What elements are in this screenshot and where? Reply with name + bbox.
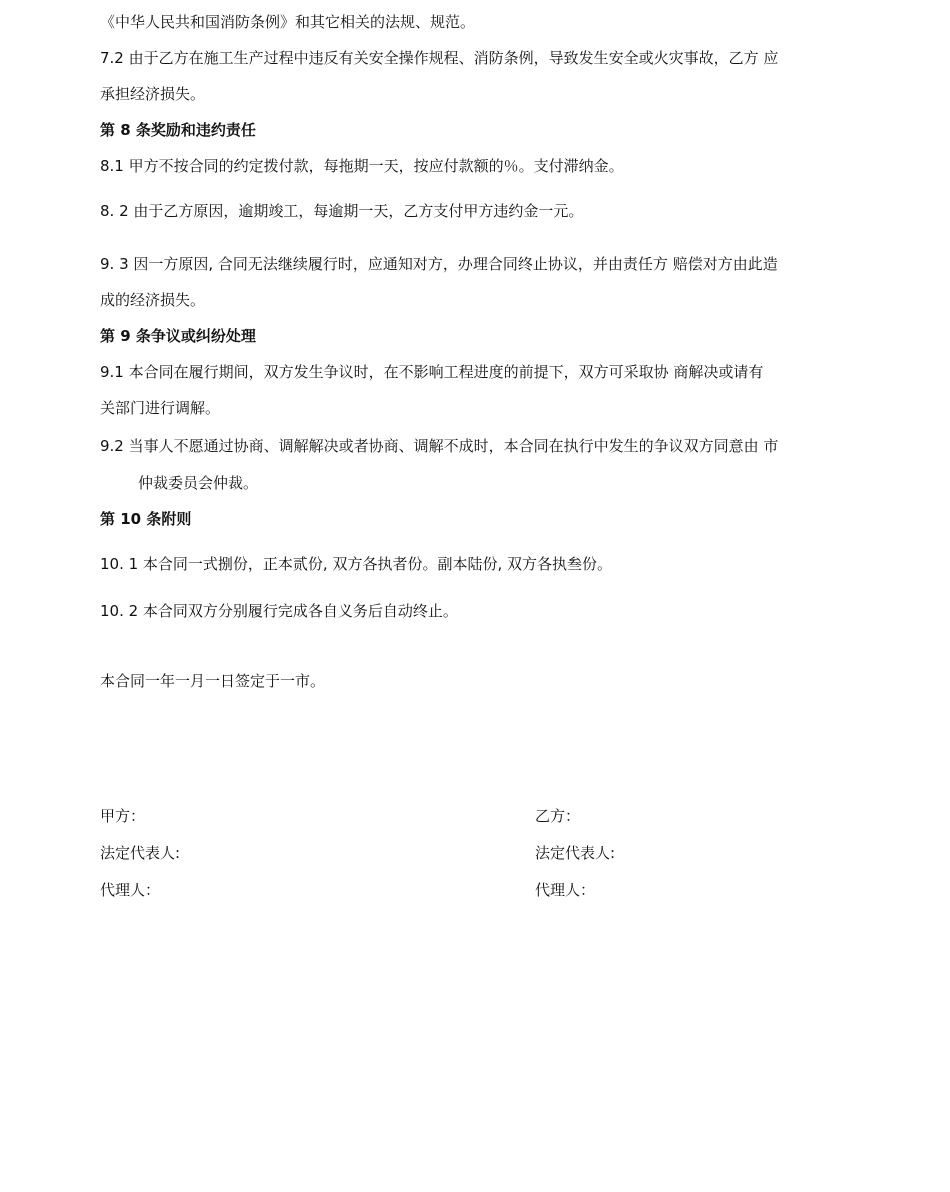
party-b-agent: 代理人： [535,881,596,899]
clause-9-2: 9.2 当事人不愿通过协商、调解解决或者协商、调解不成时，本合同在执行中发生的争议双方同意由 市 [100,437,779,455]
clause-8-2: 8. 2 由于乙方原因，逾期竣工，每逾期一天，乙方支付甲方违约金一元。 [100,202,584,220]
clause-9-1: 9.1 本合同在履行期间，双方发生争议时，在不影响工程进度的前提下，双方可采取协 商解决或请有 [100,363,764,381]
party-a-legal-rep: 法定代表人: [100,844,181,862]
party-b-label: 乙方： [535,807,581,825]
clause-7-2-continued: 承担经济损失。 [100,85,206,103]
signing-date-line: 本合同一年一月一日签定于一市。 [100,672,326,690]
article-9-heading: 第 9 条争议或纠纷处理 [100,327,256,345]
article-10-heading: 第 10 条附则 [100,510,192,528]
clause-10-1: 10. 1 本合同一式捌份，正本贰份, 双方各执者份。副本陆份, 双方各执叁份。 [100,555,613,573]
clause-9-2-continued: 仲裁委员会仲裁。 [138,474,259,492]
party-a-label: 甲方： [100,807,146,825]
article-8-heading: 第 8 条奖励和违约责任 [100,121,256,139]
clause-10-2: 10. 2 本合同双方分别履行完成各自义务后自动终止。 [100,602,458,620]
party-b-legal-rep: 法定代表人: [535,844,616,862]
clause-8-1: 8.1 甲方不按合同的约定拨付款，每拖期一天，按应付款额的％。支付滞纳金。 [100,157,624,175]
clause-8-3-continued: 成的经济损失。 [100,291,206,309]
clause-8-3: 9. 3 因一方原因, 合同无法继续履行时，应通知对方，办理合同终止协议，并由责任方 赔偿对方由此造 [100,255,778,273]
clause-7-2: 7.2 由于乙方在施工生产过程中违反有关安全操作规程、消防条例，导致发生安全或火灾事故，乙方 应 [100,49,779,67]
clause-9-1-continued: 关部门进行调解。 [100,399,221,417]
text-line-fire-regulations: 《中华人民共和国消防条例》和其它相关的法规、规范。 [100,13,476,31]
party-a-agent: 代理人： [100,881,161,899]
